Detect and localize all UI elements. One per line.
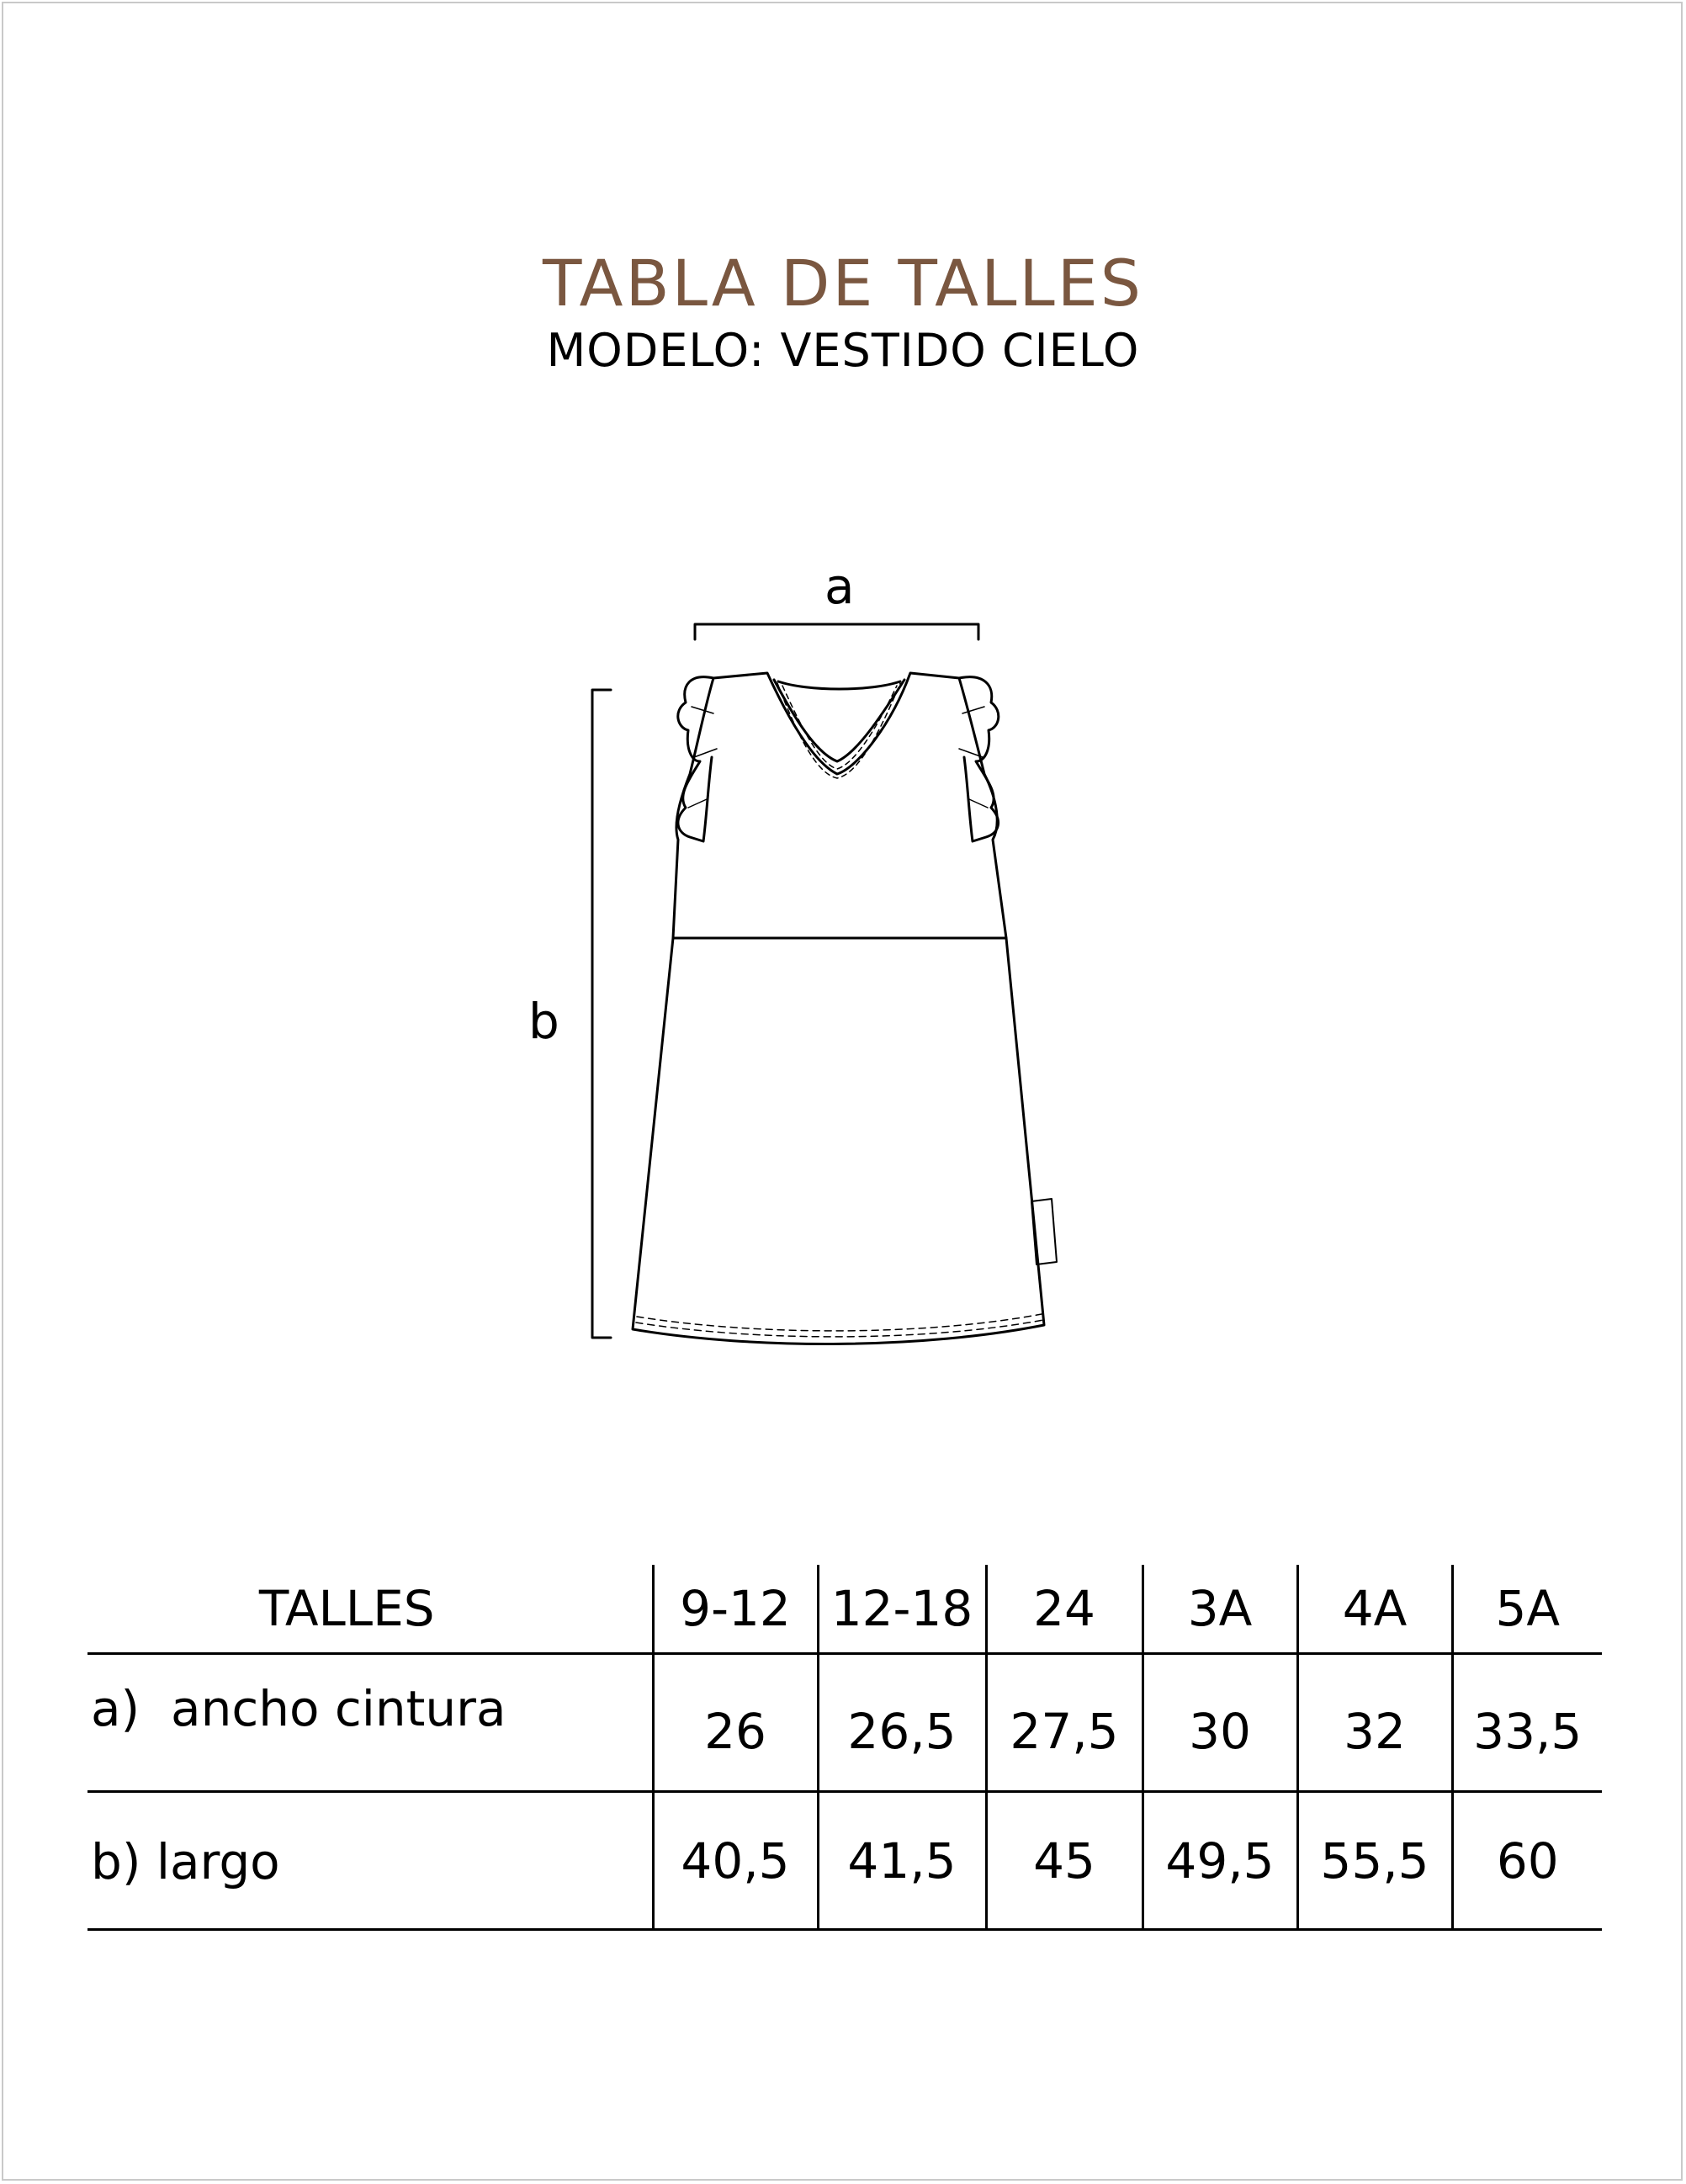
table-row [87, 1792, 1602, 1930]
dimension-a-bracket [695, 624, 978, 639]
table-cell: 26 [653, 1654, 818, 1792]
neckline-stitch [782, 686, 897, 769]
dimension-a-label: a [824, 558, 855, 615]
table-cell: 49,5 [1143, 1792, 1297, 1930]
row-label: a) ancho cintura [87, 1654, 653, 1792]
table-cell: 40,5 [653, 1792, 818, 1930]
neckline-inner [774, 680, 904, 761]
table-cell: 26,5 [818, 1654, 986, 1792]
size-header: 3A [1143, 1565, 1297, 1654]
table-cell: 45 [986, 1792, 1143, 1930]
table-cell: 60 [1452, 1792, 1602, 1930]
hem-stitch [637, 1314, 1042, 1331]
page-title: TABLA DE TALLES [542, 245, 1144, 321]
header-talles: TALLES [87, 1565, 653, 1654]
size-header: 24 [986, 1565, 1143, 1654]
row-label: b) largo [87, 1792, 653, 1930]
size-table [87, 1565, 1602, 1931]
model-subtitle: MODELO: VESTIDO CIELO [546, 324, 1140, 377]
table-cell: 32 [1297, 1654, 1452, 1792]
size-header: 5A [1452, 1565, 1602, 1654]
table-cell: 30 [1143, 1654, 1297, 1792]
table-cell: 33,5 [1452, 1654, 1602, 1792]
size-header: 9-12 [653, 1565, 818, 1654]
dimension-b-bracket [592, 690, 611, 1338]
table-cell: 41,5 [818, 1792, 986, 1930]
size-header: 12-18 [818, 1565, 986, 1654]
dimension-b-label: b [528, 993, 559, 1050]
size-header: 4A [1297, 1565, 1452, 1654]
table-cell: 55,5 [1297, 1792, 1452, 1930]
table-row [87, 1654, 1602, 1792]
neck-back [778, 681, 900, 689]
table-header-row [87, 1565, 1602, 1654]
table-cell: 27,5 [986, 1654, 1143, 1792]
